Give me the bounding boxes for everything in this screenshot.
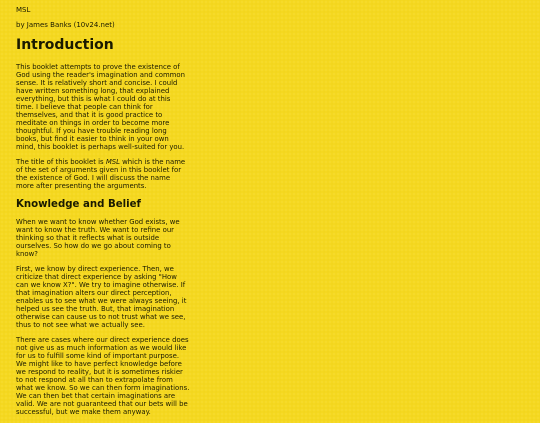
article: [16, 6, 190, 423]
intro-paragraph-1: This booklet attempts to prove the existence of God using the reader's imagination and common sense. It is relatively short and concise. I could have written something long, that explained everything, but this is what I could do at this time. I believe that people can think for themselves, and that it is good practice to meditate on things in order to become more thoughtful. If you have trouble reading long books, but find it easier to think in your own mind, this booklet is perhaps well-suited for you.: [16, 63, 185, 151]
intro-p2-text-end: which is the name of the set of arguments given in this booklet for the existence of God. I will discuss the name more after presenting the arguments.: [16, 158, 186, 190]
intro-paragraph-2: [16, 158, 190, 190]
booklet-title-emphasis: MSL: [105, 158, 120, 166]
knowledge-paragraph-1: When we want to know whether God exists, we want to know the truth. We want to refine our thinking so that it reflects what is outside ourselves. So how do we go about coming to know?: [16, 218, 180, 258]
knowledge-paragraph-2: First, we know by direct experience. Then, we criticize that direct experience by asking "How can we know X?". We try to imagine otherwise. If that imagination alters our direct perception, enables us to see what we were always seeing, it helped us see the truth. But, that imagination otherwise can cause us to not trust what we see, thus to not see what we actually see.: [16, 265, 187, 329]
intro-p2-text-start: The title of this booklet is: [16, 158, 106, 166]
site-title: MSL: [16, 6, 31, 14]
knowledge-paragraph-3: There are cases where our direct experience does not give us as much information as we would like for us to fulfill some kind of important purpose. We might like to have perfect knowledge before we respond to reality, but it is sometimes riskier to not respond at all than to extrapolate from what we know. So we can then form imaginations. We can then bet that certain imaginations are valid. We are not guaranteed that our bets will be successful, but we make them anyway.: [16, 336, 190, 416]
knowledge-heading: Knowledge and Belief: [16, 199, 141, 210]
intro-heading: Introduction: [16, 37, 114, 53]
byline: by James Banks (10v24.net): [16, 21, 115, 29]
